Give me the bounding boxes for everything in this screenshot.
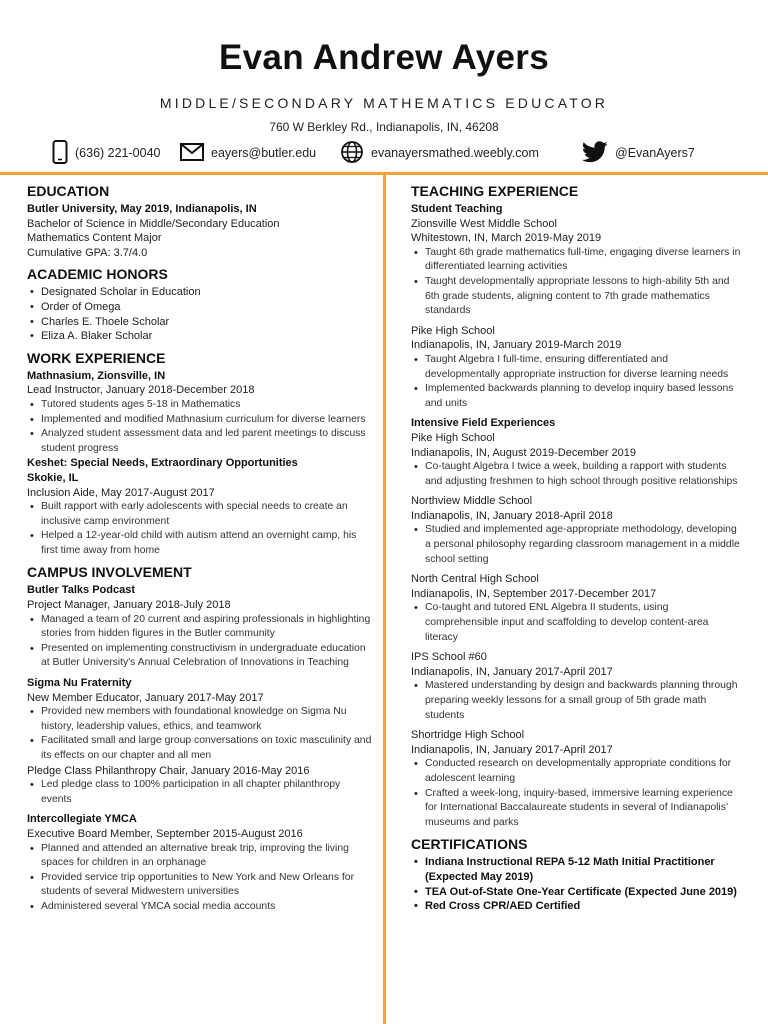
entry-role: Lead Instructor, January 2018-December 2018 <box>27 384 255 397</box>
entry-bullets <box>27 842 372 915</box>
twitter-bird-icon <box>582 141 608 166</box>
entry-school: Pike High School <box>411 324 495 337</box>
entry-where: Indianapolis, IN, January 2018-April 2018 <box>411 509 613 522</box>
list-item: • Built rapport with early adolescents with special needs to create an inclusive camp environment <box>27 500 372 529</box>
entry-school: North Central High School <box>411 573 539 586</box>
entry-bullets <box>411 353 741 411</box>
entry-bullets <box>411 757 741 830</box>
entry-bullets <box>411 246 741 319</box>
entry-bullets <box>411 460 741 489</box>
contact-twitter[interactable] <box>582 140 695 166</box>
school-line: Butler University, May 2019, Indianapolis, IN <box>27 203 257 215</box>
entry-bullets <box>27 705 372 763</box>
contact-website[interactable] <box>340 140 539 166</box>
contact-phone[interactable] <box>52 140 160 166</box>
list-item: • Co-taught Algebra I twice a week, building a rapport with students and adjusting freshmen to high school through positive relationships <box>411 460 741 489</box>
list-item: • Taught 6th grade mathematics full-time, engaging diverse learners in differentiated learning activities <box>411 246 741 275</box>
list-item: • Mastered understanding by design and backwards planning through preparing weekly lessons for a small group of 5th grade math students <box>411 679 741 723</box>
candidate-address: 760 W Berkley Rd., Indianapolis, IN, 46208 <box>269 120 499 134</box>
entry-org: Mathnasium, Zionsville, IN <box>27 369 166 382</box>
education-section <box>27 180 372 260</box>
entry-org: Keshet: Special Needs, Extraordinary Opportunities <box>27 457 298 470</box>
section-title: EDUCATION <box>27 183 110 199</box>
twitter-text: @EvanAyers7 <box>615 146 695 160</box>
entry-org: Intercollegiate YMCA <box>27 813 137 826</box>
entry-where: Indianapolis, IN, September 2017-December 2017 <box>411 587 657 600</box>
entry-org-location: Skokie, IL <box>27 471 79 484</box>
email-text: eayers@butler.edu <box>211 146 317 160</box>
list-item: • TEA Out-of-State One-Year Certificate (Expected June 2019) <box>411 885 741 900</box>
list-item: • Taught developmentally appropriate lessons to high-ability 5th and 6th grade students, aligning content to 7th grade mathematics standards <box>411 275 741 319</box>
entry-bullets <box>411 679 741 723</box>
entry-school: Shortridge High School <box>411 729 525 742</box>
entry-bullets <box>27 778 372 807</box>
entry-role: Pledge Class Philanthropy Chair, January 2016-May 2016 <box>27 764 310 777</box>
list-item: • Implemented backwards planning to develop inquiry based lessons and units <box>411 382 741 411</box>
list-item: • Provided new members with foundational knowledge on Sigma Nu history, leadership values, ethics, and teamwork <box>27 705 372 734</box>
certifications-section <box>411 833 741 913</box>
entry-school: Pike High School <box>411 431 495 444</box>
entry-where: Indianapolis, IN, January 2019-March 2019 <box>411 339 622 352</box>
section-title: ACADEMIC HONORS <box>27 266 168 283</box>
contact-email[interactable] <box>180 140 316 166</box>
certifications-list <box>411 855 741 913</box>
gpa-line: Cumulative GPA: 3.7/4.0 <box>27 246 148 259</box>
entry-role: Project Manager, January 2018-July 2018 <box>27 599 231 612</box>
list-item: • Conducted research on developmentally appropriate conditions for adolescent learning <box>411 757 741 786</box>
entry-school: Northview Middle School <box>411 495 533 508</box>
subsection-heading: Student Teaching <box>411 203 503 215</box>
entry-bullets <box>27 398 372 456</box>
campus-section <box>27 561 372 914</box>
list-item: • Provided service trip opportunities to New York and New Orleans for students of several Midwestern universities <box>27 871 372 900</box>
list-item: • Charles E. Thoele Scholar <box>27 315 372 330</box>
entry-org: Butler Talks Podcast <box>27 584 135 597</box>
honors-section <box>27 263 372 343</box>
list-item: • Eliza A. Blaker Scholar <box>27 329 372 344</box>
list-item: • Helped a 12-year-old child with autism attend an overnight camp, his first time away from home <box>27 529 372 558</box>
list-item: • Led pledge class to 100% participation in all chapter philanthropy events <box>27 778 372 807</box>
website-text: evanayersmathed.weebly.com <box>371 146 539 160</box>
envelope-icon <box>180 143 204 164</box>
work-section <box>27 347 372 559</box>
entry-role: New Member Educator, January 2017-May 2017 <box>27 691 264 704</box>
list-item: • Facilitated small and large group conversations on toxic masculinity and its effects on our chapter and all men <box>27 734 372 763</box>
left-column <box>27 180 372 915</box>
globe-icon <box>340 140 364 167</box>
list-item: • Tutored students ages 5-18 in Mathematics <box>27 398 372 413</box>
list-item: • Red Cross CPR/AED Certified <box>411 899 741 914</box>
entry-school: IPS School #60 <box>411 651 487 664</box>
honors-list <box>27 285 372 343</box>
list-item: • Administered several YMCA social media accounts <box>27 900 372 915</box>
contact-bar <box>0 140 768 166</box>
entry-bullets <box>411 601 741 645</box>
entry-role: Inclusion Aide, May 2017-August 2017 <box>27 486 215 499</box>
entry-where: Indianapolis, IN, January 2017-April 2017 <box>411 665 613 678</box>
entry-where: Whitestown, IN, March 2019-May 2019 <box>411 232 602 245</box>
section-title: CERTIFICATIONS <box>411 836 528 853</box>
major-line: Mathematics Content Major <box>27 232 162 245</box>
list-item: • Implemented and modified Mathnasium curriculum for diverse learners <box>27 413 372 428</box>
candidate-role: MIDDLE/SECONDARY MATHEMATICS EDUCATOR <box>159 95 609 111</box>
entry-org: Sigma Nu Fraternity <box>27 677 132 690</box>
entry-where: Indianapolis, IN, August 2019-December 2019 <box>411 446 637 459</box>
entry-bullets <box>411 523 741 567</box>
column-divider <box>383 175 386 1024</box>
list-item: • Indiana Instructional REPA 5-12 Math Initial Practitioner (Expected May 2019) <box>411 855 741 884</box>
list-item: • Taught Algebra I full-time, ensuring differentiated and developmentally appropriate instruction for diverse learning needs <box>411 353 741 382</box>
entry-role: Executive Board Member, September 2015-August 2016 <box>27 827 303 840</box>
section-title: WORK EXPERIENCE <box>27 349 166 366</box>
list-item: • Crafted a week-long, inquiry-based, immersive learning experience for International Baccalaureate students in several of Indianapolis' museums and parks <box>411 787 741 831</box>
entry-bullets <box>27 613 372 671</box>
candidate-name: Evan Andrew Ayers <box>219 38 549 77</box>
degree-line: Bachelor of Science in Middle/Secondary Education <box>27 217 280 230</box>
list-item: • Order of Omega <box>27 300 372 315</box>
right-column <box>411 180 741 914</box>
section-title: CAMPUS INVOLVEMENT <box>27 564 192 581</box>
list-item: • Managed a team of 20 current and aspiring professionals in highlighting stories from hidden figures in the Butler community <box>27 613 372 642</box>
section-title: TEACHING EXPERIENCE <box>411 183 579 199</box>
list-item: • Studied and implemented age-appropriate methodology, developing a personal philosophy regarding classroom management in a middle school setting <box>411 523 741 567</box>
list-item: • Presented on implementing constructivism in undergraduate education at Butler University's Annual Celebration of Innovations in Teaching <box>27 642 372 671</box>
phone-icon <box>52 140 68 167</box>
teaching-section <box>411 180 741 830</box>
entry-where: Indianapolis, IN, January 2017-April 2017 <box>411 743 613 756</box>
entry-bullets <box>27 500 372 558</box>
subsection-heading: Intensive Field Experiences <box>411 417 556 430</box>
list-item: • Analyzed student assessment data and led parent meetings to discuss student progress <box>27 427 372 456</box>
list-item: • Designated Scholar in Education <box>27 285 372 300</box>
phone-text: (636) 221-0040 <box>75 146 161 160</box>
list-item: • Planned and attended an alternative break trip, improving the living spaces for children in an orphanage <box>27 842 372 871</box>
entry-school: Zionsville West Middle School <box>411 217 557 230</box>
list-item: • Co-taught and tutored ENL Algebra II students, using comprehensible input and scaffolding to develop content-area literacy <box>411 601 741 645</box>
